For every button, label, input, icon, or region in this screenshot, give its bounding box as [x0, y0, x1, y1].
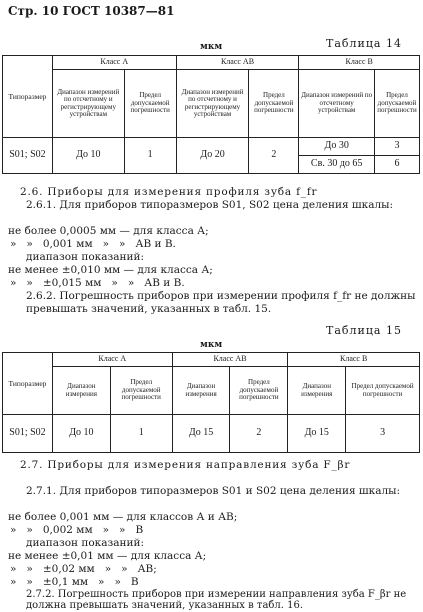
a-limit-cell: 1	[124, 138, 176, 174]
section-2-6-1: 2.6.1. Для приборов типоразмеров S01, S02 цена деления шкалы:	[26, 199, 394, 211]
class-b-header: Класс В	[288, 353, 420, 367]
section-2-7-heading: 2.7. Приборы для измерения направления зуба F_βr	[20, 459, 351, 471]
range-a-header: Диапазон измерений по отсчетному и регистрирующему устройствам	[52, 70, 124, 138]
table14-unit: мкм	[200, 42, 223, 52]
table-15	[2, 352, 420, 453]
range-line-2: » » ±0,015 мм » » АВ и В.	[10, 277, 185, 289]
types-cell: S01; S02	[3, 138, 53, 174]
range-b-header: Диапазон измерений по отсчетному устройствам	[299, 70, 375, 138]
col-type-header: Типоразмер	[3, 56, 53, 138]
class-a-header: Класс А	[52, 56, 176, 70]
b-limit-cell: 3	[346, 415, 420, 453]
a-limit-cell: 1	[110, 415, 172, 453]
scale-line-2: » » 0,001 мм » » АВ и В.	[10, 238, 176, 250]
b-limit-cell-1: 3	[374, 138, 419, 156]
section-2-7-1: 2.7.1. Для приборов типоразмеров S01 и S02 цена деления шкалы:	[26, 485, 401, 497]
a-range-cell: До 10	[52, 138, 124, 174]
limit-a-header: Предел допускаемой погрешности	[124, 70, 176, 138]
section-2-6-heading: 2.6. Приборы для измерения профиля зуба f_fr	[20, 186, 318, 198]
b-range-cell-2: Св. 30 до 65	[299, 156, 375, 174]
range-ab-header: Диапазон измерений по отсчетному и регистрирующему устройствам	[176, 70, 249, 138]
range-ab-header: Диапазон измерения	[172, 367, 230, 415]
limit-ab-header: Предел допускаемой погрешности	[249, 70, 299, 138]
section-2-7-2: 2.7.2. Погрешность приборов при измерении направления зуба F_βr не должна превышать значений, указанных в табл. 16.	[26, 589, 407, 611]
table15-unit: мкм	[200, 340, 223, 350]
range-line-1: не менее ±0,010 мм — для класса А;	[8, 264, 213, 276]
scale-line-1: не более 0,0005 мм — для класса А;	[8, 225, 209, 237]
a-range-cell: До 10	[52, 415, 110, 453]
b-limit-cell-2: 6	[374, 156, 419, 174]
range-a-header: Диапазон измерения	[52, 367, 110, 415]
limit-ab-header: Предел допускаемой погрешности	[230, 367, 288, 415]
ab-range-cell: До 15	[172, 415, 230, 453]
section-2-6-2: 2.6.2. Погрешность приборов при измерении профиля f_fr не должны превышать значений, указанных в табл. 15.	[26, 290, 416, 315]
limit-b-header: Предел допускаемой погрешности	[374, 70, 419, 138]
range-line-2: » » ±0,02 мм » » АВ;	[10, 563, 157, 575]
ab-limit-cell: 2	[249, 138, 299, 174]
class-b-header: Класс В	[299, 56, 420, 70]
range-line-1: не менее ±0,01 мм — для класса А;	[8, 550, 207, 562]
b-range-cell-1: До 30	[299, 138, 375, 156]
types-cell: S01; S02	[3, 415, 53, 453]
ab-range-cell: До 20	[176, 138, 249, 174]
range-label: диапазон показаний:	[26, 251, 145, 263]
table-14	[2, 55, 420, 174]
scale-line-1: не более 0,001 мм — для классов А и АВ;	[8, 511, 238, 523]
scale-line-2: » » 0,002 мм » » В	[10, 524, 144, 536]
col-type-header: Типоразмер	[3, 353, 53, 415]
range-line-3: » » ±0,1 мм » » В	[10, 576, 139, 588]
range-b-header: Диапазон измерения	[288, 367, 346, 415]
page-header: Стр. 10 ГОСТ 10387—81	[8, 4, 175, 18]
limit-a-header: Предел допускаемой погрешности	[110, 367, 172, 415]
class-ab-header: Класс АВ	[176, 56, 299, 70]
range-label: диапазон показаний:	[26, 537, 145, 549]
limit-b-header: Предел допускаемой погрешности	[346, 367, 420, 415]
class-a-header: Класс А	[52, 353, 172, 367]
table15-caption: Таблица 15	[326, 324, 402, 337]
b-range-cell: До 15	[288, 415, 346, 453]
table14-caption: Таблица 14	[326, 37, 402, 50]
class-ab-header: Класс АВ	[172, 353, 288, 367]
ab-limit-cell: 2	[230, 415, 288, 453]
